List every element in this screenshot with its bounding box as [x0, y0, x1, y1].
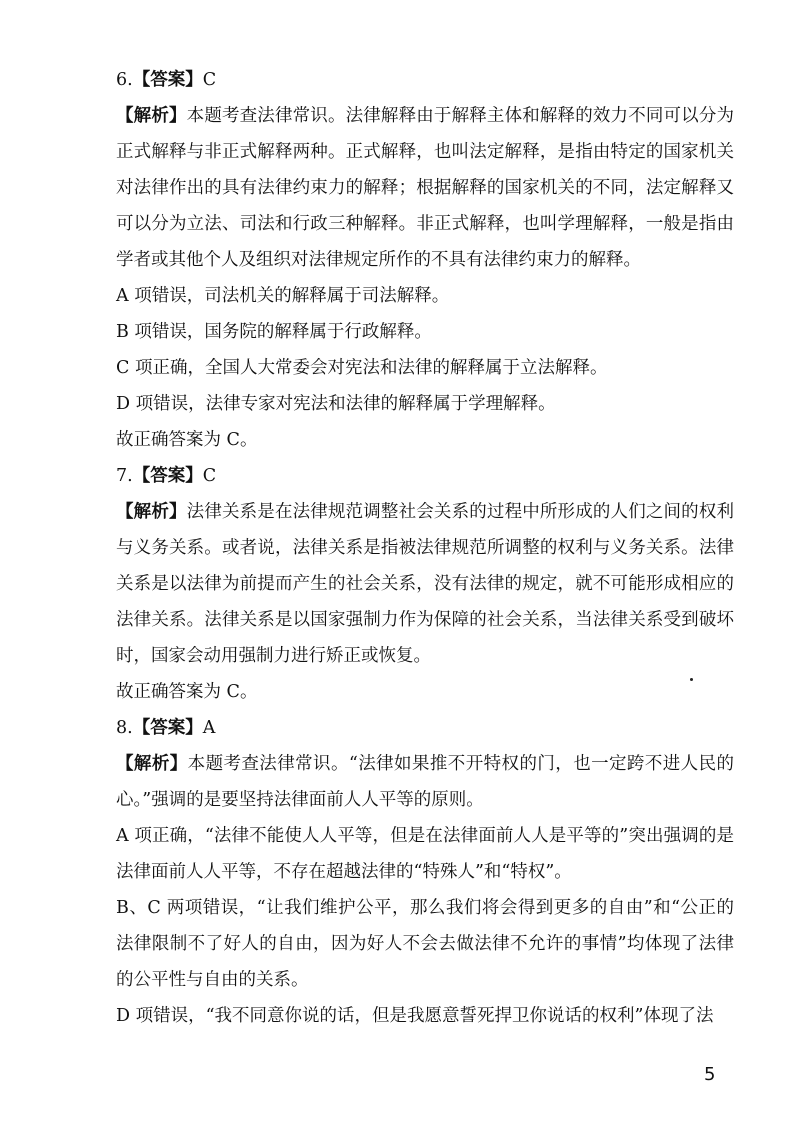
q7-answer: C — [202, 466, 217, 486]
q6-answer-line — [82, 62, 734, 98]
answer-tag: 【答案】 — [132, 70, 203, 90]
q8-number: 8. — [116, 718, 133, 738]
scan-speck — [690, 678, 693, 681]
analysis-tag: 【解析】 — [116, 754, 188, 774]
q7-answer-line — [82, 458, 734, 494]
q6-conclusion: 故正确答案为 C。 — [116, 430, 258, 450]
q7-analysis — [82, 494, 734, 674]
q6-analysis — [82, 98, 734, 278]
analysis-tag: 【解析】 — [116, 502, 187, 522]
q8-option-d: D 项错误，“我不同意你说的话，但是我愿意誓死捍卫你说话的权利”体现了法 — [116, 1006, 714, 1026]
q8-answer: A — [202, 718, 216, 738]
document-body — [82, 62, 734, 1034]
q8-analysis-text: 本题考查法律常识。“法律如果推不开特权的门，也一定跨不进人民的心。”强调的是要坚持法律面前人人平等的原则。 — [116, 754, 734, 810]
analysis-tag: 【解析】 — [116, 106, 187, 126]
q6-option-b: B 项错误，国务院的解释属于行政解释。 — [116, 322, 432, 342]
q8-option-a: A 项正确，“法律不能使人人平等，但是在法律面前人人是平等的”突出强调的是法律面前人人平等，不存在超越法律的“特殊人”和“特权”。 — [116, 826, 734, 882]
q8-answer-line — [82, 710, 734, 746]
q6-option-c: C 项正确，全国人大常委会对宪法和法律的解释属于立法解释。 — [116, 358, 608, 378]
q6-number: 6. — [116, 70, 133, 90]
q7-conclusion: 故正确答案为 C。 — [116, 682, 258, 702]
answer-tag: 【答案】 — [132, 466, 203, 486]
page-number: 5 — [704, 1064, 716, 1085]
q6-option-d: D 项错误，法律专家对宪法和法律的解释属于学理解释。 — [116, 394, 556, 414]
q6-analysis-text: 本题考查法律常识。法律解释由于解释主体和解释的效力不同可以分为正式解释与非正式解释两种。正式解释，也叫法定解释，是指由特定的国家机关对法律作出的具有法律约束力的解释；根据解释的国家机关的不同，法定解释又可以分为立法、司法和行政三种解释。非正式解释，也叫学理解释，一般是指由学者或其他个人及组织对法律规定所作的不具有法律约束力的解释。 — [116, 106, 735, 270]
q7-analysis-text: 法律关系是在法律规范调整社会关系的过程中所形成的人们之间的权利与义务关系。或者说，法律关系是指被法律规范所调整的权利与义务关系。法律关系是以法律为前提而产生的社会关系，没有法律的规定，就不可能形成相应的法律关系。法律关系是以国家强制力作为保障的社会关系，当法律关系受到破坏时，国家会动用强制力进行矫正或恢复。 — [116, 502, 735, 666]
q6-option-a: A 项错误，司法机关的解释属于司法解释。 — [116, 286, 450, 306]
q8-option-bc: B、C 两项错误，“让我们维护公平，那么我们将会得到更多的自由”和“公正的法律限制不了好人的自由，因为好人不会去做法律不允许的事情”均体现了法律的公平性与自由的关系。 — [116, 898, 734, 990]
q7-number: 7. — [116, 466, 133, 486]
q8-analysis — [82, 746, 734, 818]
answer-tag: 【答案】 — [132, 718, 203, 738]
q6-answer: C — [202, 70, 217, 90]
